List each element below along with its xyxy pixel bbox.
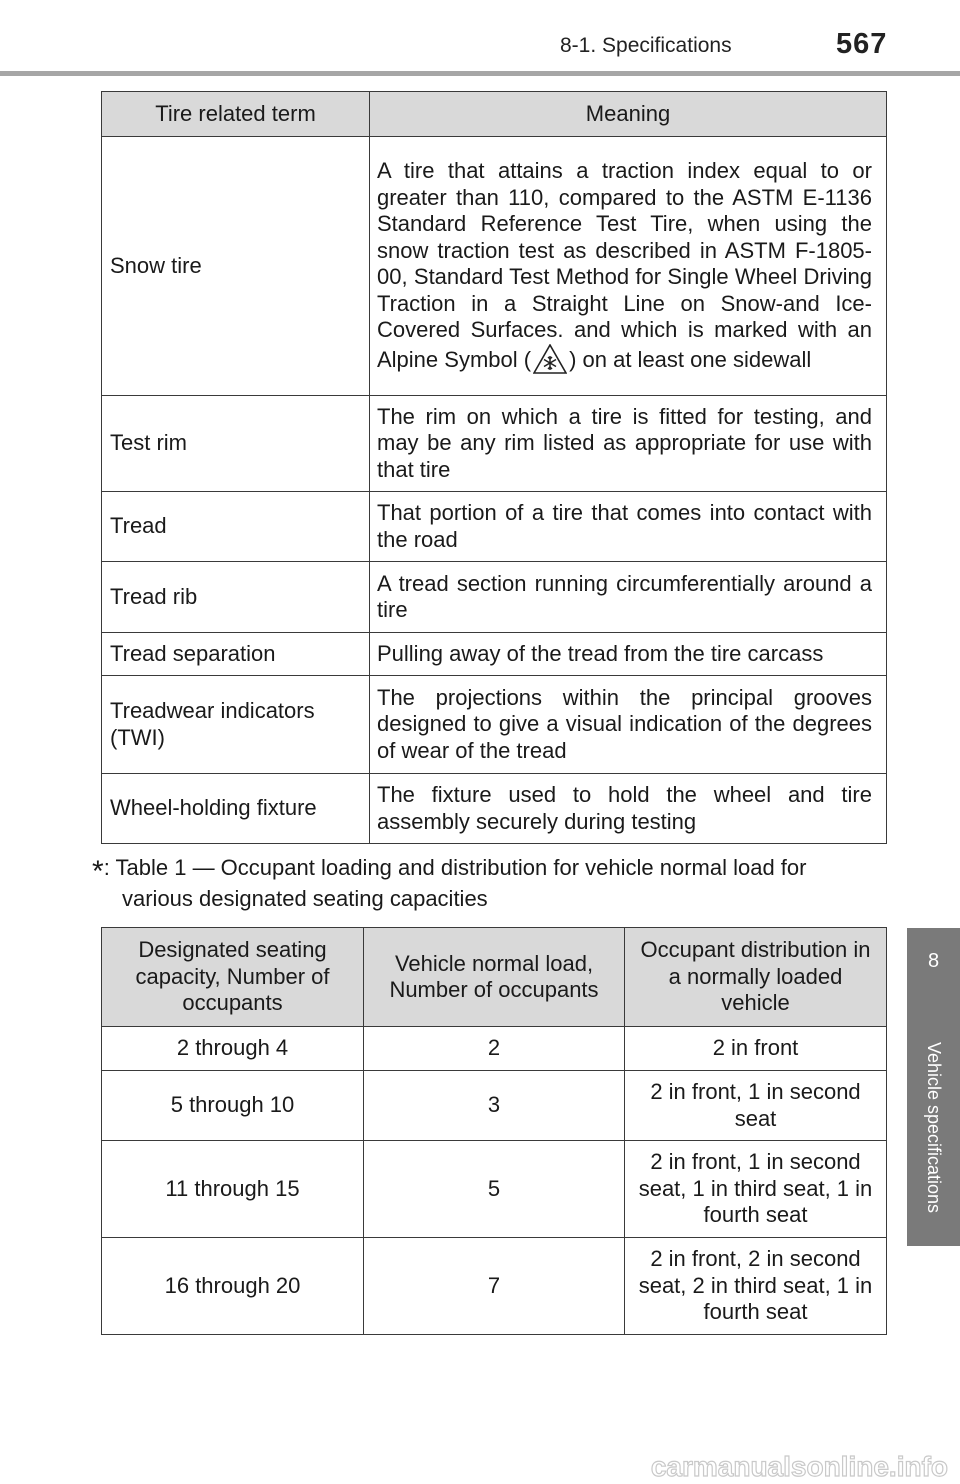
footnote — [92, 854, 892, 912]
meaning-cell: The projections within the principal grooves designed to give a visual indication of the degrees of wear of the tread — [370, 676, 887, 774]
column-header-meaning: Meaning — [370, 92, 887, 137]
table-cell: 5 through 10 — [102, 1071, 364, 1141]
term-cell: Wheel-holding fixture — [102, 774, 370, 844]
section-title: 8-1. Specifications — [560, 34, 732, 57]
table-cell: 16 through 20 — [102, 1238, 364, 1335]
table-row — [102, 1238, 887, 1335]
column-header-term: Tire related term — [102, 92, 370, 137]
header-divider — [0, 71, 960, 76]
table-cell: 2 in front, 1 in second seat — [625, 1071, 887, 1141]
table-row — [102, 1141, 887, 1238]
table-cell: 5 — [364, 1141, 625, 1238]
table-row — [102, 562, 887, 633]
chapter-number: 8 — [927, 950, 940, 972]
meaning-cell: That portion of a tire that comes into contact with the road — [370, 492, 887, 562]
table-cell: 2 in front — [625, 1027, 887, 1071]
table-cell: 3 — [364, 1071, 625, 1141]
term-cell: Snow tire — [102, 137, 370, 396]
table-header-row — [102, 928, 887, 1027]
table-cell: 2 in front, 1 in second seat, 1 in third seat, 1 in fourth seat — [625, 1141, 887, 1238]
column-header-seating-capacity: Designated seating capacity, Number of occupants — [102, 928, 364, 1027]
table-row — [102, 396, 887, 492]
term-cell: Test rim — [102, 396, 370, 492]
footnote-marker: * — [92, 855, 104, 888]
page-number: 567 — [836, 28, 888, 60]
table-cell: 2 through 4 — [102, 1027, 364, 1071]
table-row — [102, 137, 887, 396]
meaning-cell: Pulling away of the tread from the tire carcass — [370, 633, 887, 676]
footnote-text: : Table 1 — Occupant loading and distribution for vehicle normal load for — [103, 855, 807, 880]
alpine-symbol-icon — [533, 344, 567, 374]
meaning-cell: A tread section running circumferentially around a tire — [370, 562, 887, 633]
table-row — [102, 1071, 887, 1141]
chapter-tab[interactable] — [907, 928, 960, 1246]
tire-terms-table — [101, 91, 887, 844]
table-cell: 2 — [364, 1027, 625, 1071]
table-row — [102, 774, 887, 844]
svg-text:carmanualsonline.info: carmanualsonline.info — [650, 1452, 948, 1482]
table-cell: 2 in front, 2 in second seat, 2 in third seat, 1 in fourth seat — [625, 1238, 887, 1335]
table-row — [102, 492, 887, 562]
footnote-text-continued: various designated seating capacities — [122, 886, 488, 911]
term-cell: Tread — [102, 492, 370, 562]
seating-capacity-table — [101, 927, 887, 1335]
meaning-cell: A tire that attains a traction index equal to or greater than 110, compared to the ASTM E-1136 Standard Reference Test Tire, when using the snow traction test as described in ASTM F-1805-00, Standard Test Method for Single Wheel Driving Traction in a Straight Line on Snow-and Ice-Covered Surfaces. and which is marked with an Alpine Symbol ( ) on at least one sidewall — [370, 137, 887, 396]
table-row — [102, 676, 887, 774]
table-header-row — [102, 92, 887, 137]
table-row — [102, 633, 887, 676]
column-header-occupant-distribution: Occupant distribution in a normally loaded vehicle — [625, 928, 887, 1027]
term-cell: Treadwear indicators (TWI) — [102, 676, 370, 774]
column-header-normal-load: Vehicle normal load, Number of occupants — [364, 928, 625, 1027]
watermark — [430, 1452, 950, 1482]
table-cell: 7 — [364, 1238, 625, 1335]
meaning-cell: The fixture used to hold the wheel and tire assembly securely during testing — [370, 774, 887, 844]
table-cell: 11 through 15 — [102, 1141, 364, 1238]
table-row — [102, 1027, 887, 1071]
term-cell: Tread rib — [102, 562, 370, 633]
meaning-cell: The rim on which a tire is fitted for testing, and may be any rim listed as appropriate for use with that tire — [370, 396, 887, 492]
chapter-label: Vehicle specifications — [924, 1041, 945, 1213]
term-cell: Tread separation — [102, 633, 370, 676]
